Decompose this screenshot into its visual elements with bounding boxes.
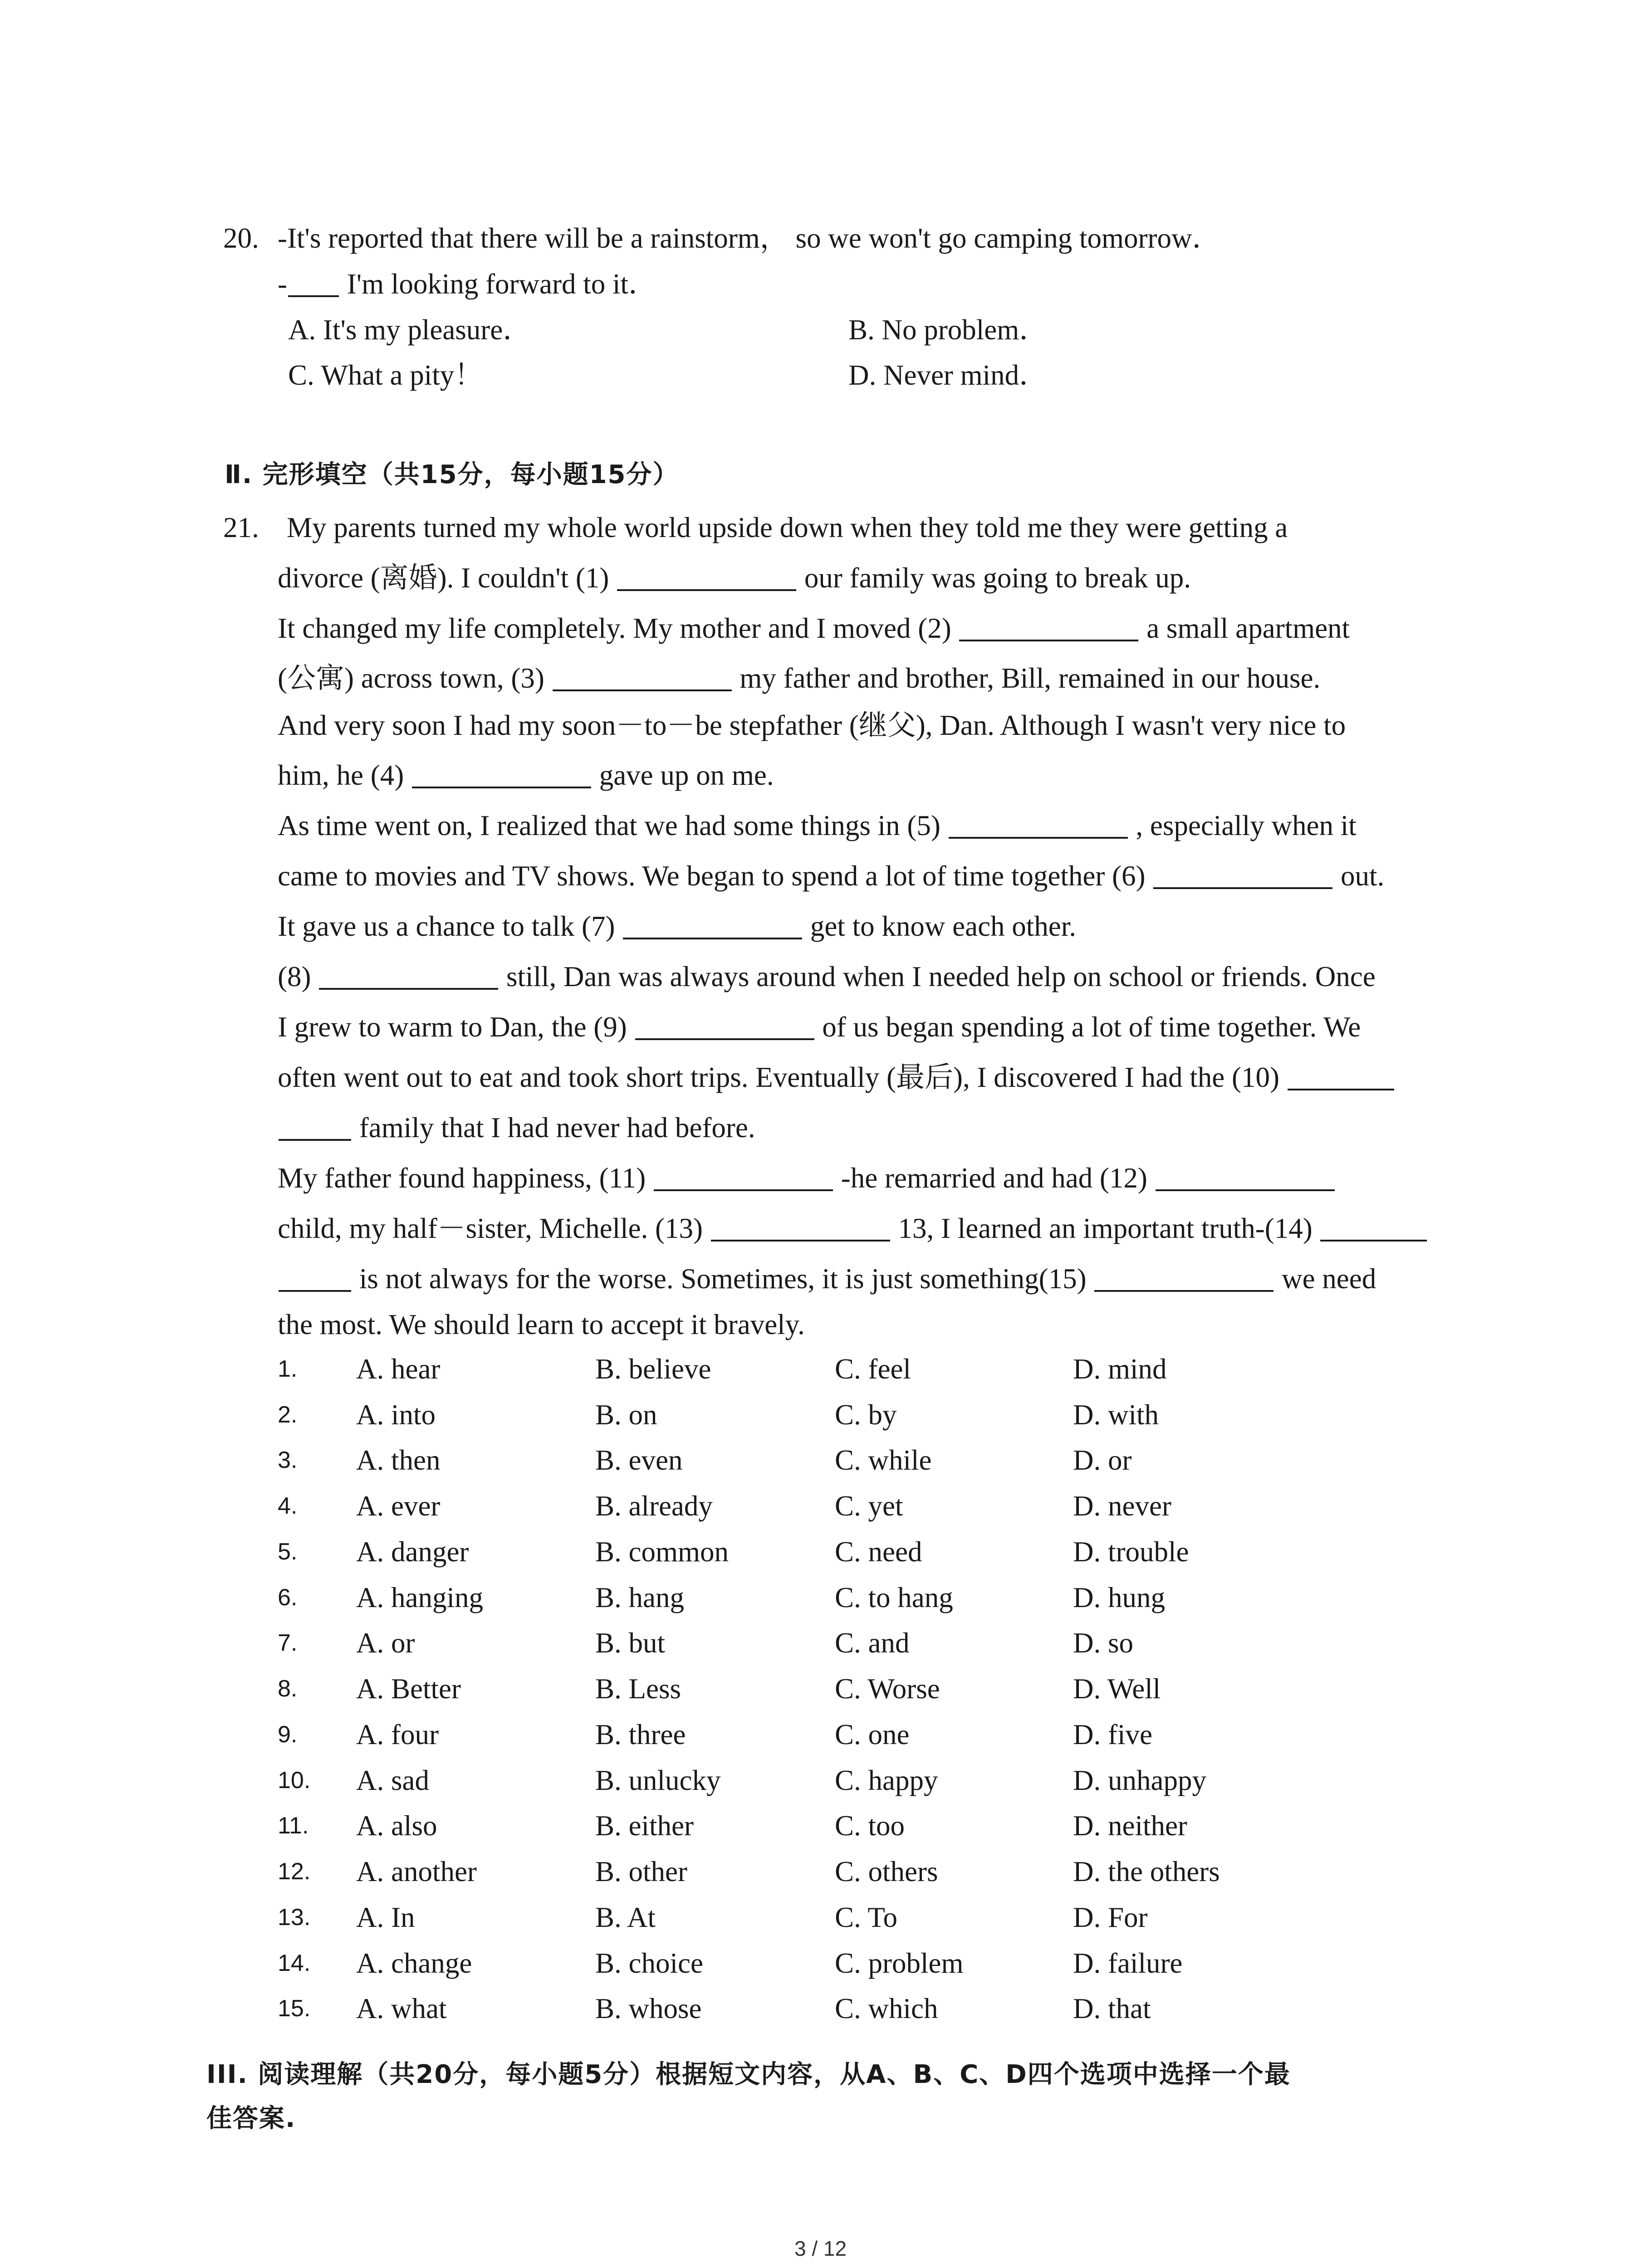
choice-option-b[interactable]: B. already xyxy=(595,1490,713,1522)
choice-option-b[interactable]: B. unlucky xyxy=(595,1765,721,1796)
choice-number: 1. xyxy=(278,1356,298,1382)
choice-option-c[interactable]: C. need xyxy=(835,1536,922,1568)
choice-option-a[interactable]: A. then xyxy=(356,1444,441,1476)
passage-line-1: My parents turned my whole world upside down when they told me they were getting a xyxy=(287,512,1288,543)
choice-number: 15. xyxy=(278,1995,311,2022)
choice-option-d[interactable]: D. that xyxy=(1073,1993,1151,2024)
choice-number: 2. xyxy=(278,1402,298,1428)
choice-option-d[interactable]: D. with xyxy=(1073,1399,1159,1431)
passage-line-12: often went out to eat and took short trips. Eventually (最后), I discovered I had the (10) xyxy=(278,1060,1395,1095)
choice-option-b[interactable]: B. At xyxy=(595,1901,656,1933)
passage-line-15: child, my half－sister, Michelle. (13) 13, I learned an important truth-(14) xyxy=(278,1211,1428,1246)
choice-option-d[interactable]: D. Well xyxy=(1073,1673,1161,1705)
q21-number: 21. xyxy=(223,512,259,543)
choice-number: 11. xyxy=(278,1813,309,1839)
choice-option-a[interactable]: A. change xyxy=(356,1947,472,1979)
choice-option-c[interactable]: C. feel xyxy=(835,1353,911,1385)
choice-option-d[interactable]: D. neither xyxy=(1073,1810,1187,1842)
choice-option-d[interactable]: D. hung xyxy=(1073,1582,1165,1613)
passage-line-9: It gave us a chance to talk (7) get to know each other. xyxy=(278,910,1076,942)
answer-blank-5[interactable] xyxy=(949,811,1128,839)
answer-blank-10[interactable] xyxy=(1288,1063,1394,1090)
choice-option-b[interactable]: B. either xyxy=(595,1810,694,1842)
choice-number: 8. xyxy=(278,1676,298,1702)
choice-option-a[interactable]: A. danger xyxy=(356,1536,469,1568)
q20-dialogue-line1: -It's reported that there will be a rainstorm， so we won't go camping tomorrow． xyxy=(278,222,1221,254)
q20-option-a[interactable]: A. It's my pleasure． xyxy=(288,314,532,346)
section-2-heading: Ⅱ. 完形填空（共15分，每小题15分） xyxy=(225,460,679,489)
choice-option-b[interactable]: B. but xyxy=(595,1627,666,1659)
passage-line-10: (8) still, Dan was always around when I needed help on school or friends. Once xyxy=(278,961,1376,992)
choice-option-b[interactable]: B. Less xyxy=(595,1673,681,1705)
answer-blank-14[interactable] xyxy=(1320,1214,1427,1242)
section-3-heading-cont: 佳答案. xyxy=(206,2104,296,2133)
passage-line-16: is not always for the worse. Sometimes, it is just something(15) we need xyxy=(278,1261,1376,1296)
choice-option-c[interactable]: C. by xyxy=(835,1399,897,1431)
choice-option-a[interactable]: A. ever xyxy=(356,1490,441,1522)
choice-option-c[interactable]: C. to hang xyxy=(835,1582,953,1613)
choice-option-d[interactable]: D. never xyxy=(1073,1490,1171,1522)
choice-option-b[interactable]: B. even xyxy=(595,1444,683,1476)
answer-blank-4[interactable] xyxy=(412,761,591,788)
choice-option-d[interactable]: D. or xyxy=(1073,1444,1132,1476)
answer-blank-9[interactable] xyxy=(635,1013,814,1040)
choice-option-a[interactable]: A. another xyxy=(356,1856,477,1887)
choice-option-b[interactable]: B. hang xyxy=(595,1582,684,1613)
passage-line-14: My father found happiness, (11) -he remarried and had (12) xyxy=(278,1160,1336,1196)
answer-blank-11[interactable] xyxy=(654,1164,833,1191)
choice-option-a[interactable]: A. Better xyxy=(356,1673,461,1705)
answer-blank-7[interactable] xyxy=(623,912,802,939)
section-3-heading: III. 阅读理解（共20分，每小题5分）根据短文内容，从A、B、C、D四个选项中选择一个最 xyxy=(206,2060,1291,2089)
passage-line-8: came to movies and TV shows. We began to spend a lot of time together (6) out. xyxy=(278,860,1385,892)
q20-line2-suffix: I'm looking forward to it． xyxy=(339,268,657,300)
answer-blank-12[interactable] xyxy=(1156,1164,1335,1191)
choice-option-d[interactable]: D. unhappy xyxy=(1073,1765,1206,1796)
choice-option-c[interactable]: C. too xyxy=(835,1810,905,1842)
choice-option-d[interactable]: D. For xyxy=(1073,1901,1148,1933)
choice-option-b[interactable]: B. common xyxy=(595,1536,729,1568)
choice-option-c[interactable]: C. one xyxy=(835,1719,910,1750)
answer-blank-10-cont[interactable] xyxy=(279,1114,351,1141)
answer-blank-6[interactable] xyxy=(1153,862,1332,889)
choice-option-b[interactable]: B. believe xyxy=(595,1353,711,1385)
choice-option-a[interactable]: A. sad xyxy=(356,1765,429,1796)
choice-option-d[interactable]: D. trouble xyxy=(1073,1536,1189,1568)
answer-blank-1[interactable] xyxy=(617,564,796,591)
passage-line-13: family that I had never had before. xyxy=(278,1110,755,1145)
answer-blank[interactable] xyxy=(288,270,339,297)
choice-number: 6. xyxy=(278,1584,298,1611)
choice-option-b[interactable]: B. three xyxy=(595,1719,686,1750)
choice-option-c[interactable]: C. problem xyxy=(835,1947,964,1979)
choice-option-d[interactable]: D. failure xyxy=(1073,1947,1183,1979)
choice-option-a[interactable]: A. into xyxy=(356,1399,436,1431)
choice-number: 4. xyxy=(278,1493,298,1519)
answer-blank-8[interactable] xyxy=(319,963,498,990)
choice-option-a[interactable]: A. or xyxy=(356,1627,415,1659)
choice-option-a[interactable]: A. what xyxy=(356,1993,447,2024)
passage-line-7: As time went on, I realized that we had some things in (5) , especially when it xyxy=(278,810,1357,841)
choice-option-a[interactable]: A. hear xyxy=(356,1353,441,1385)
choice-option-a[interactable]: A. In xyxy=(356,1901,415,1933)
choice-option-c[interactable]: C. happy xyxy=(835,1765,938,1796)
q20-option-c[interactable]: C. What a pity！ xyxy=(288,359,483,391)
choice-option-b[interactable]: B. choice xyxy=(595,1947,703,1979)
passage-line-2: divorce (离婚). I couldn't (1) our family was going to break up. xyxy=(278,562,1191,594)
q20-line2-prefix: - xyxy=(278,268,287,300)
choice-number: 10. xyxy=(278,1767,311,1794)
choice-option-a[interactable]: A. four xyxy=(356,1719,439,1750)
choice-option-a[interactable]: A. also xyxy=(356,1810,437,1842)
choice-number: 7. xyxy=(278,1630,298,1656)
answer-blank-2[interactable] xyxy=(959,614,1138,641)
choice-option-c[interactable]: C. Worse xyxy=(835,1673,940,1705)
choice-option-b[interactable]: B. whose xyxy=(595,1993,702,2024)
q20-dialogue-line2 xyxy=(278,266,657,302)
choice-option-c[interactable]: C. which xyxy=(835,1993,938,2024)
q20-number: 20. xyxy=(223,222,259,254)
q20-option-d[interactable]: D. Never mind． xyxy=(848,359,1048,391)
choice-option-d[interactable]: D. five xyxy=(1073,1719,1152,1750)
answer-blank-3[interactable] xyxy=(553,664,732,691)
choice-number: 5. xyxy=(278,1539,298,1565)
passage-line-5: And very soon I had my soon－to－be stepfather (继父), Dan. Although I wasn't very nice to xyxy=(278,709,1346,741)
answer-blank-14-cont[interactable] xyxy=(279,1265,351,1292)
choice-option-a[interactable]: A. hanging xyxy=(356,1582,483,1613)
choice-number: 13. xyxy=(278,1904,311,1931)
choice-option-c[interactable]: C. others xyxy=(835,1856,938,1887)
choice-number: 14. xyxy=(278,1950,311,1976)
choice-option-c[interactable]: C. To xyxy=(835,1901,897,1933)
passage-line-4: (公寓) across town, (3) my father and brother, Bill, remained in our house. xyxy=(278,662,1321,694)
choice-number: 12. xyxy=(278,1858,311,1885)
choice-option-c[interactable]: C. yet xyxy=(835,1490,903,1522)
choice-option-c[interactable]: C. and xyxy=(835,1627,910,1659)
passage-line-17: the most. We should learn to accept it bravely. xyxy=(278,1309,805,1340)
q20-option-b[interactable]: B. No problem． xyxy=(848,314,1048,346)
choice-option-c[interactable]: C. while xyxy=(835,1444,932,1476)
page-number: 3 / 12 xyxy=(794,2237,847,2260)
choice-option-b[interactable]: B. other xyxy=(595,1856,687,1887)
answer-blank-15[interactable] xyxy=(1094,1265,1274,1292)
choice-option-d[interactable]: D. so xyxy=(1073,1627,1134,1659)
passage-line-3: It changed my life completely. My mother and I moved (2) a small apartment xyxy=(278,612,1350,644)
passage-line-6: him, he (4) gave up on me. xyxy=(278,759,774,791)
choice-option-d[interactable]: D. mind xyxy=(1073,1353,1167,1385)
passage-line-11: I grew to warm to Dan, the (9) of us began spending a lot of time together. We xyxy=(278,1011,1361,1043)
answer-blank-13[interactable] xyxy=(711,1214,890,1242)
choice-number: 3. xyxy=(278,1447,298,1473)
choice-number: 9. xyxy=(278,1721,298,1748)
choice-option-b[interactable]: B. on xyxy=(595,1399,657,1431)
choice-option-d[interactable]: D. the others xyxy=(1073,1856,1220,1887)
